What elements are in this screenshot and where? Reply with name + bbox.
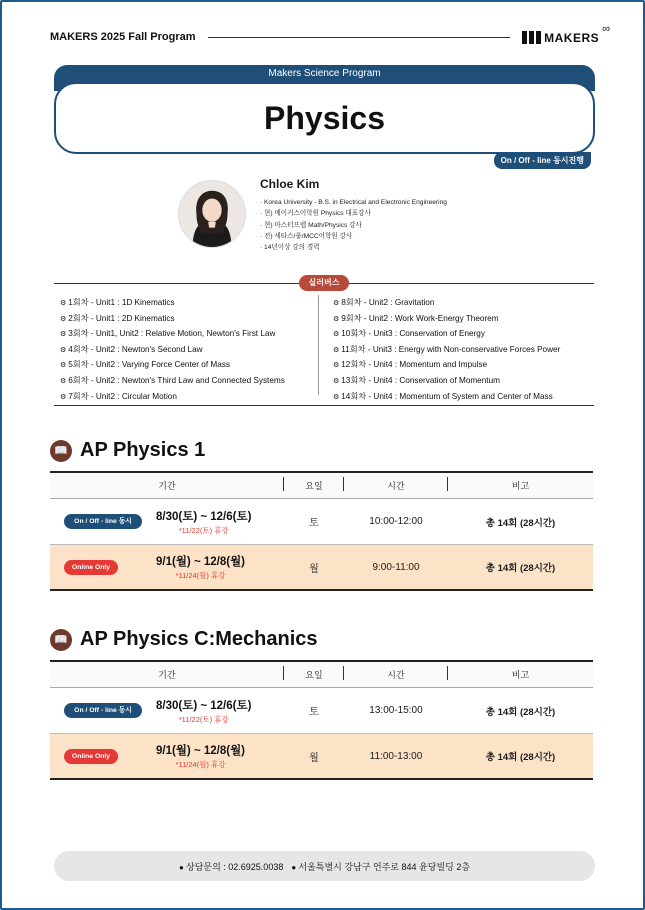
bio-item: · 전) 세타스/룰/MCC어학원 강사 [260,231,447,242]
syllabus-right-column [333,296,560,405]
header-note: 비고 [511,481,530,491]
date-block [156,508,251,536]
date-range: 9/1(월) ~ 12/8(월) [156,556,246,568]
period-cell [50,553,284,581]
program-label: Makers Science Program [54,65,595,91]
online-only-tag: Online Only [64,749,118,764]
syllabus-item: ⚙ 7회차 - Unit2 : Circular Motion [60,390,285,406]
syllabus-item: ⚙ 5회차 - Unit2 : Varying Force Center of Mass [60,358,285,374]
header-time: 시간 [344,479,448,492]
contact-footer [54,851,595,881]
bio-item: · Korea University - B.S. in Electrical and Electronic Engineering [260,197,447,208]
date-block [156,553,245,581]
course-header-ap-physics-c [50,628,318,651]
bio-item: · 14년이상 강의 경력 [260,242,447,253]
logo-bars-icon [522,31,541,44]
instructor-name: Chloe Kim [260,177,320,191]
table-row [50,734,593,780]
period-cell [50,697,284,725]
schedule-table [50,471,593,591]
syllabus-item: ⚙ 3회차 - Unit1, Unit2 : Relative Motion, Newton's First Law [60,327,285,343]
time-cell: 13:00-15:00 [369,705,423,716]
break-note: *11/22(토) 휴강 [178,714,229,724]
date-range: 8/30(토) ~ 12/6(토) [156,699,252,712]
syllabus-label: 실러버스 [299,275,349,291]
top-bar [50,23,610,48]
instructor-info [260,177,447,253]
break-note: *11/24(월) 휴강 [175,571,226,580]
header-day: 요일 [284,668,344,681]
infinity-icon: ∞ [602,23,610,35]
header-note: 비고 [511,670,530,680]
bio-item: · 현) 메이커스어학원 Physics 대표강사 [260,208,447,219]
time-cell: 10:00-12:00 [369,516,423,527]
book-icon: 📖 [50,440,72,462]
break-note: *11/24(월) 휴강 [175,760,226,769]
syllabus-item: ⚙ 2회차 - Unit1 : 2D Kinematics [60,312,285,328]
day-cell: 월 [309,563,319,575]
contact-phone: ● 상담문의 : 02.6925.0038 [179,860,283,873]
period-cell [50,508,284,536]
makers-logo [522,23,610,45]
bio-item: · 현) 마스터프렙 Math/Physics 강사 [260,220,447,231]
note-cell: 총 14회 (28시간) [485,706,556,718]
table-row [50,499,593,545]
syllabus-item: ⚙ 14회차 - Unit4 : Momentum of System and Center of Mass [333,390,560,406]
syllabus-item: ⚙ 9회차 - Unit2 : Work Work-Energy Theorem [333,312,560,328]
syllabus-item: ⚙ 13회차 - Unit4 : Conservation of Momentum [333,374,560,390]
schedule-table [50,660,593,780]
subject-title: Physics [264,99,385,136]
date-range: 9/1(월) ~ 12/8(월) [156,745,246,757]
instructor-portrait-icon [179,181,245,247]
syllabus-item: ⚙ 4회차 - Unit2 : Newton's Second Law [60,343,285,359]
instructor-photo [178,180,246,248]
hybrid-tag: On / Off - line 동시 [64,703,142,718]
date-block [156,697,251,725]
online-only-tag: Online Only [64,560,118,575]
syllabus-item: ⚙ 8회차 - Unit2 : Gravitation [333,296,560,312]
note-cell: 총 14회 (28시간) [485,517,556,529]
syllabus-column-divider [318,295,319,395]
header-divider [208,37,511,38]
hybrid-tag: On / Off - line 동시 [64,514,142,529]
syllabus-left-column [60,296,285,405]
day-cell: 토 [309,518,319,529]
program-title: MAKERS 2025 Fall Program [50,31,196,43]
instructor-bio [260,197,447,253]
period-cell [50,742,284,770]
header-time: 시간 [344,668,448,681]
time-cell: 11:00-13:00 [369,750,423,762]
book-icon: 📖 [50,629,72,651]
syllabus-item: ⚙ 12회차 - Unit4 : Momentum and Impulse [333,358,560,374]
note-cell: 총 14회 (28시간) [485,752,556,763]
date-block [156,742,245,770]
day-cell: 토 [309,707,319,718]
syllabus-item: ⚙ 1회차 - Unit1 : 1D Kinematics [60,296,285,312]
contact-address: ● 서울특별시 강남구 언주로 844 윤당빌딩 2층 [291,860,470,873]
header-period: 기간 [50,668,284,681]
syllabus-divider-bottom [54,405,594,406]
table-row [50,688,593,734]
course-title: AP Physics 1 [80,439,206,461]
course-header-ap-physics-1 [50,439,205,462]
day-cell: 월 [309,752,319,764]
mode-badge: On / Off - line 동시진행 [494,152,591,169]
table-row [50,545,593,591]
table-header [50,471,593,499]
date-range: 8/30(토) ~ 12/6(토) [156,510,252,523]
break-note: *11/22(토) 휴강 [178,525,229,535]
syllabus-item: ⚙ 11회차 - Unit3 : Energy with Non-conservative Forces Power [333,343,560,359]
table-header [50,660,593,688]
note-cell: 총 14회 (28시간) [485,563,556,574]
syllabus-item: ⚙ 6회차 - Unit2 : Newton's Third Law and Connected Systems [60,374,285,390]
time-cell: 9:00-11:00 [372,561,420,573]
syllabus-item: ⚙ 10회차 - Unit3 : Conservation of Energy [333,327,560,343]
header-period: 기간 [50,479,284,492]
logo-text: MAKERS [544,31,600,45]
subject-banner [54,82,595,154]
header-day: 요일 [284,479,344,492]
course-title: AP Physics C:Mechanics [80,628,318,650]
